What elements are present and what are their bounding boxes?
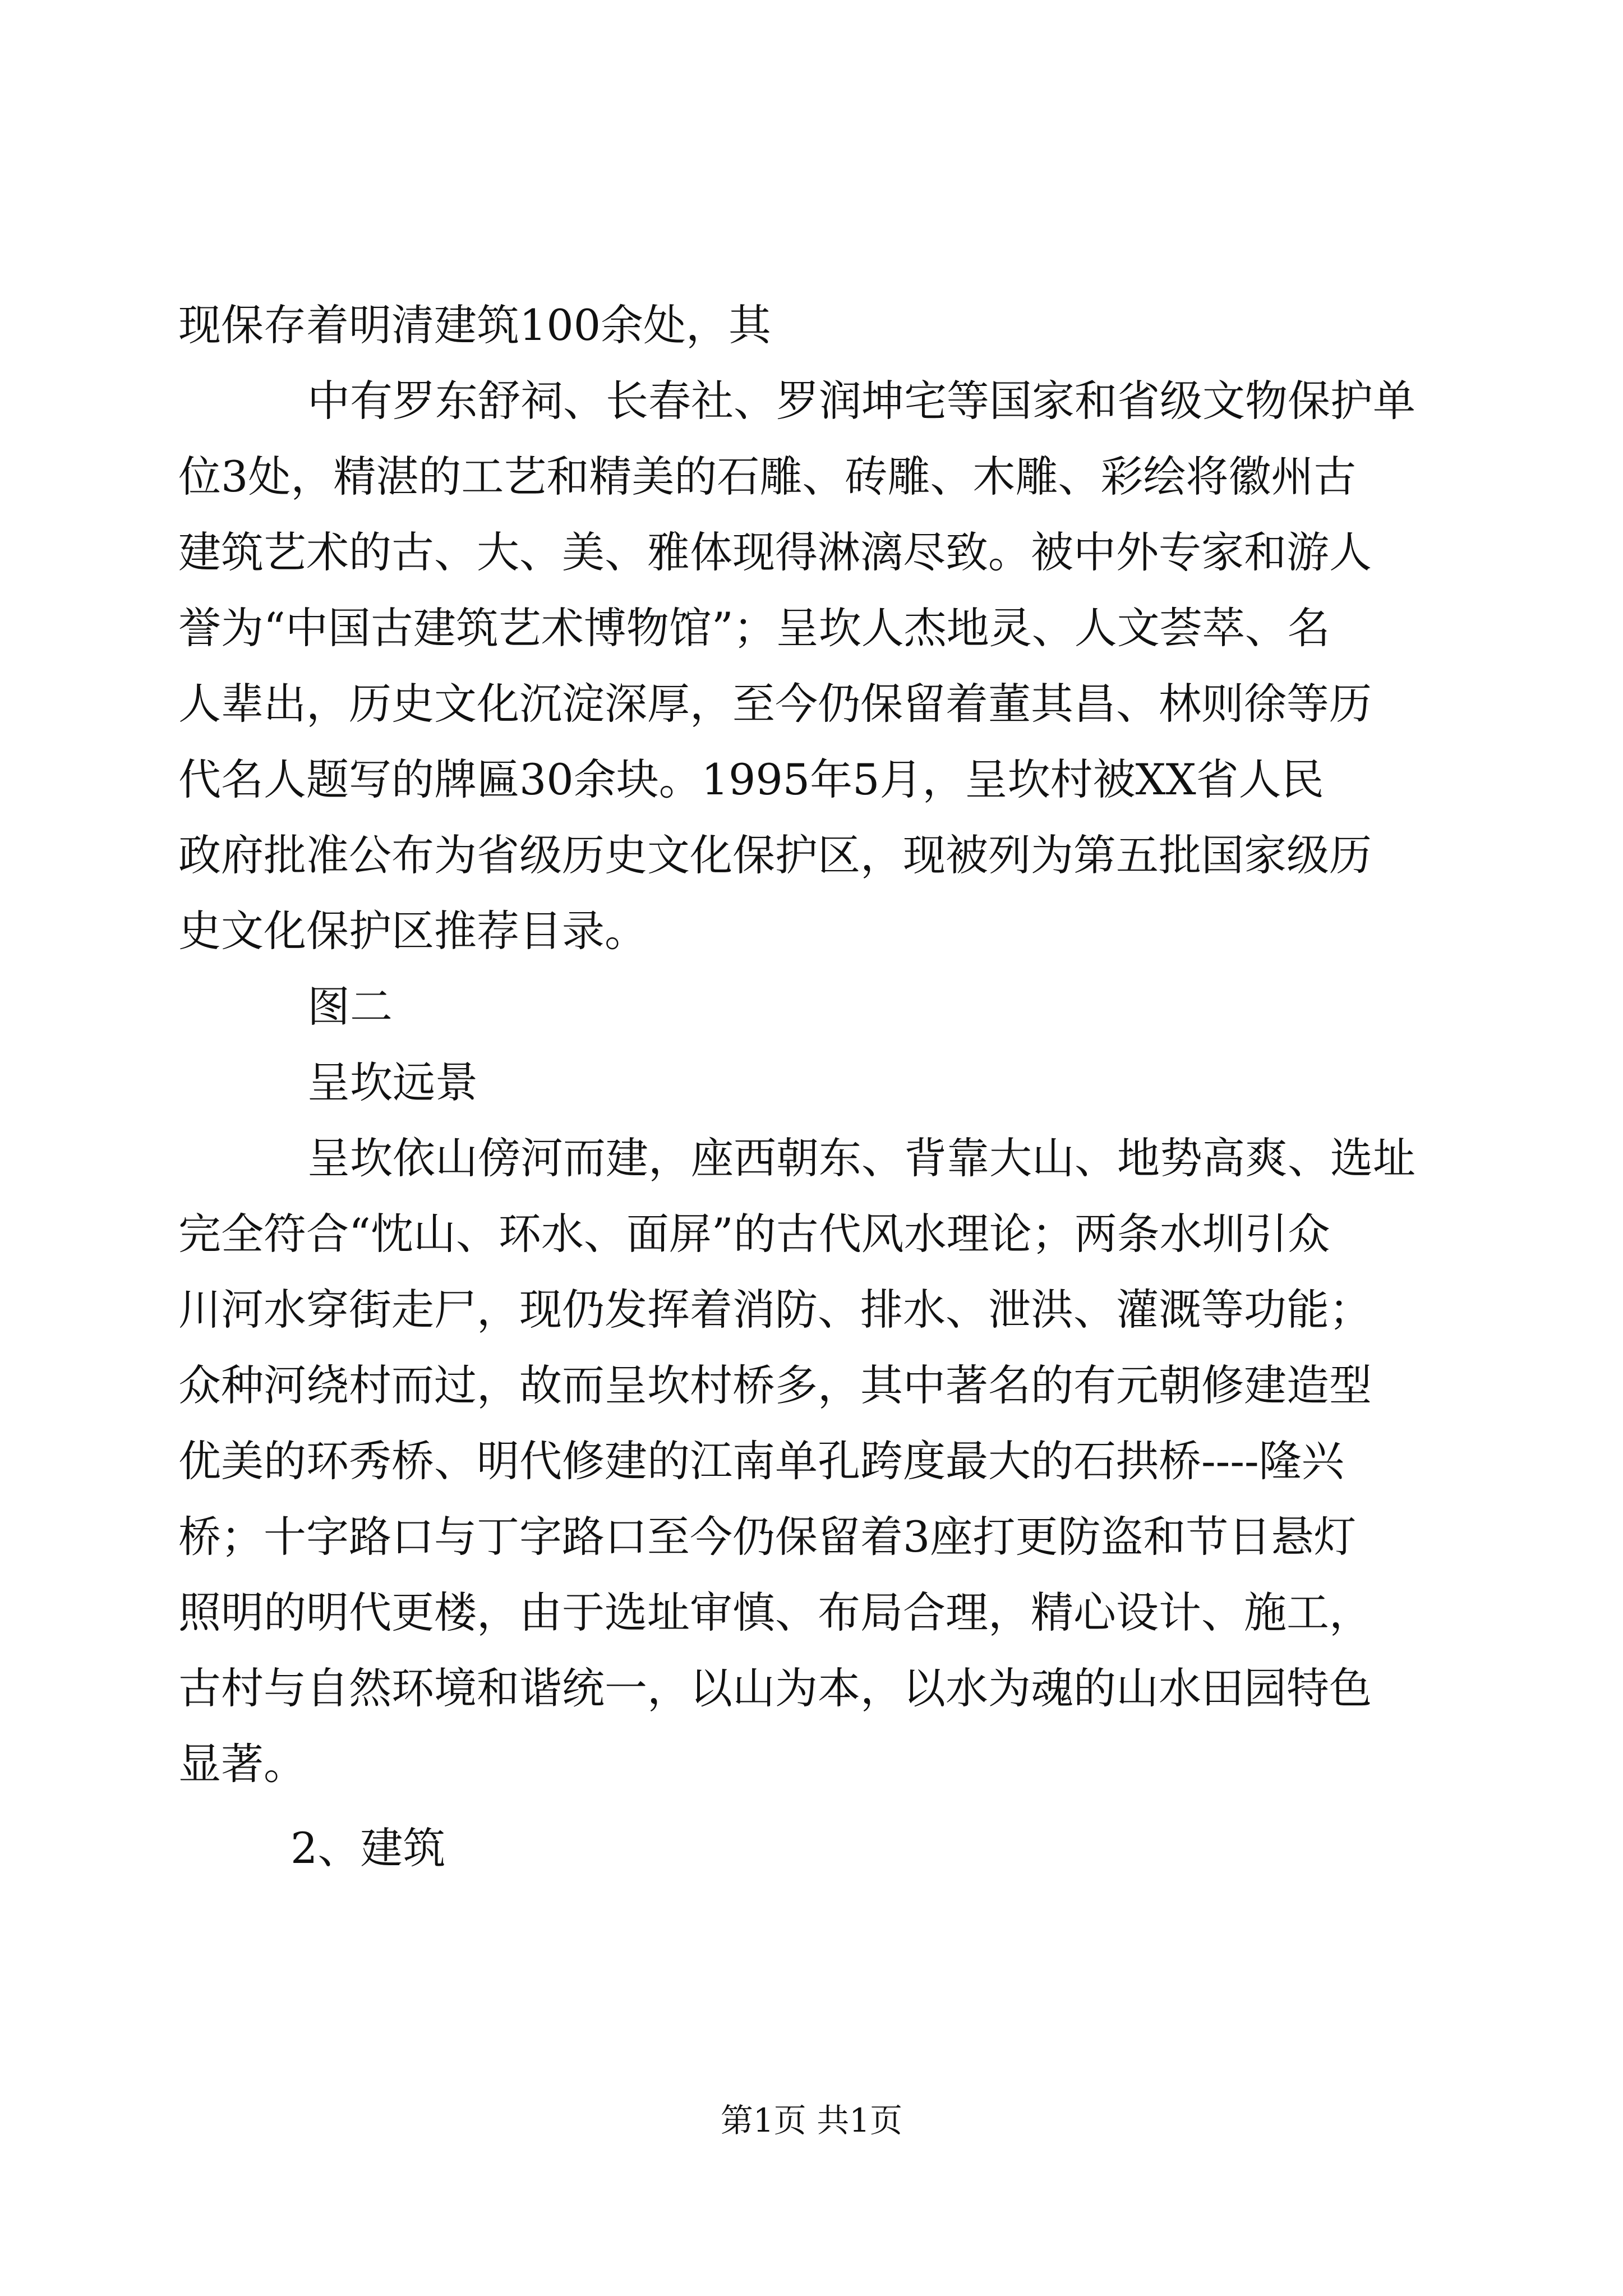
section-heading: 2、建筑 <box>291 1823 446 1873</box>
text-line: 众种河绕村而过，故而呈坎村桥多，其中著名的有元朝修建造型 <box>178 1360 1372 1410</box>
text-line: 桥；十字路口与丁字路口至今仍保留着3座打更防盗和节日悬灯 <box>178 1512 1357 1562</box>
text-line: 完全符合“忱山、环水、面屏”的古代风水理论；两条水圳引众 <box>178 1209 1330 1259</box>
text-line: 古村与自然环境和谐统一，以山为本，以水为魂的山水田园特色 <box>178 1663 1372 1713</box>
text-line: 位3处，精湛的工艺和精美的石雕、砖雕、木雕、彩绘将徽州古 <box>178 452 1357 501</box>
text-line: 照明的明代更楼，由于选址审慎、布局合理，精心设计、施工， <box>178 1588 1372 1637</box>
text-line: 优美的环秀桥、明代修建的江南单孔跨度最大的石拱桥----隆兴 <box>178 1436 1344 1486</box>
text-line: 显著。 <box>178 1739 306 1789</box>
text-line: 川河水穿街走尸，现仍发挥着消防、排水、泄洪、灌溉等功能； <box>178 1285 1372 1335</box>
text-line: 誉为“中国古建筑艺术博物馆”；呈坎人杰地灵、人文荟萃、名 <box>178 603 1330 653</box>
text-line: 人辈出，历史文化沉淀深厚，至今仍保留着董其昌、林则徐等历 <box>178 679 1372 729</box>
page-number: 第1页 共1页 <box>720 2101 903 2139</box>
text-line: 政府批准公布为省级历史文化保护区，现被列为第五批国家级历 <box>178 830 1372 880</box>
text-line: 中有罗东舒祠、长春社、罗润坤宅等国家和省级文物保护单 <box>307 376 1415 426</box>
text-line: 建筑艺术的古、大、美、雅体现得淋漓尽致。被中外专家和游人 <box>178 527 1372 577</box>
figure-title: 呈坎远景 <box>307 1057 478 1107</box>
text-line: 呈坎依山傍河而建，座西朝东、背靠大山、地势高爽、选址 <box>307 1133 1415 1183</box>
text-line: 史文化保护区推荐目录。 <box>178 906 647 956</box>
text-line: 代名人题写的牌匾30余块。1995年5月，呈坎村被XX省人民 <box>178 754 1324 804</box>
text-line: 现保存着明清建筑100余处，其 <box>178 300 772 350</box>
figure-caption: 图二 <box>307 982 393 1032</box>
